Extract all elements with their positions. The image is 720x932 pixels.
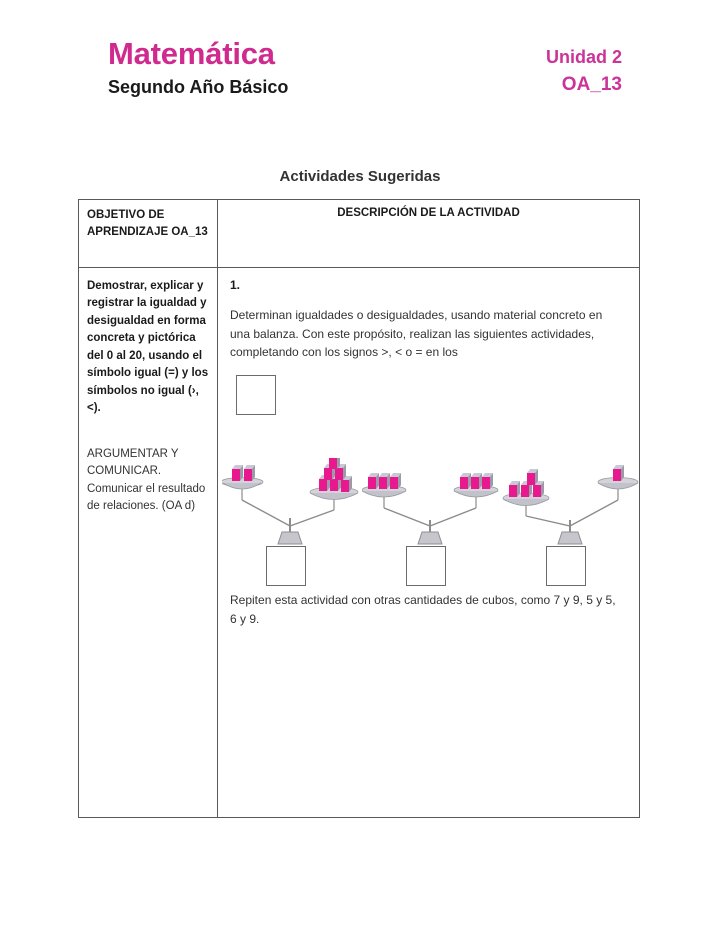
cube — [509, 481, 520, 497]
activity-outro-text: Repiten esta actividad con otras cantidades de cubos, como 7 y 9, 5 y 5, 6 y 9. — [230, 593, 616, 626]
balance-2 — [362, 458, 502, 588]
activity-number: 1. — [230, 278, 241, 292]
header-right-block — [546, 46, 622, 96]
document-header — [0, 38, 720, 114]
cube — [329, 458, 340, 469]
cube — [613, 465, 624, 481]
column-header-description: DESCRIPCIÓN DE LA ACTIVIDAD — [337, 207, 520, 219]
table-body-row — [79, 268, 639, 817]
balance-1-answer-box[interactable] — [266, 546, 306, 586]
objective-statement: Demostrar, explicar y registrar la igualdad y desigualdad en forma concreta y pictórica del 0 al 20, usando el símbolo igual (=) y los símbolos no igual (›,<). — [87, 280, 209, 415]
cube — [482, 473, 493, 489]
activity-intro-text: Determinan igualdades o desigualdades, usando material concreto en una balanza. Con este propósito, realizan las siguientes actividades, completando con los signos >, < o = en los — [230, 308, 603, 360]
objective-skill: ARGUMENTAR Y COMUNICAR. Comunicar el resultado de relaciones. (OA d) — [87, 447, 206, 513]
activities-table — [78, 199, 640, 818]
balance-2-answer-box[interactable] — [406, 546, 446, 586]
table-header-row — [79, 200, 639, 268]
header-left-block — [108, 38, 288, 98]
cube — [368, 473, 379, 489]
balance-illustrations — [222, 458, 642, 588]
balance-3 — [502, 458, 642, 588]
section-title: Actividades Sugeridas — [279, 168, 441, 185]
cube — [527, 469, 538, 485]
learning-objective-code: OA_13 — [561, 73, 622, 95]
cube — [460, 473, 471, 489]
cube — [379, 473, 390, 489]
column-header-objective: OBJETIVO DE APRENDIZAJE OA_13 — [79, 200, 218, 267]
description-cell — [218, 268, 639, 817]
cube — [244, 465, 255, 481]
unit-label: Unidad 2 — [545, 47, 622, 67]
cube — [232, 465, 243, 481]
page-title: Matemática — [108, 36, 275, 71]
balance-1 — [222, 458, 362, 588]
grade-level-label: Segundo Año Básico — [108, 76, 289, 97]
sign-answer-box[interactable] — [236, 375, 276, 415]
balance-3-answer-box[interactable] — [546, 546, 586, 586]
cube — [471, 473, 482, 489]
objective-cell — [79, 268, 218, 817]
cube — [390, 473, 401, 489]
